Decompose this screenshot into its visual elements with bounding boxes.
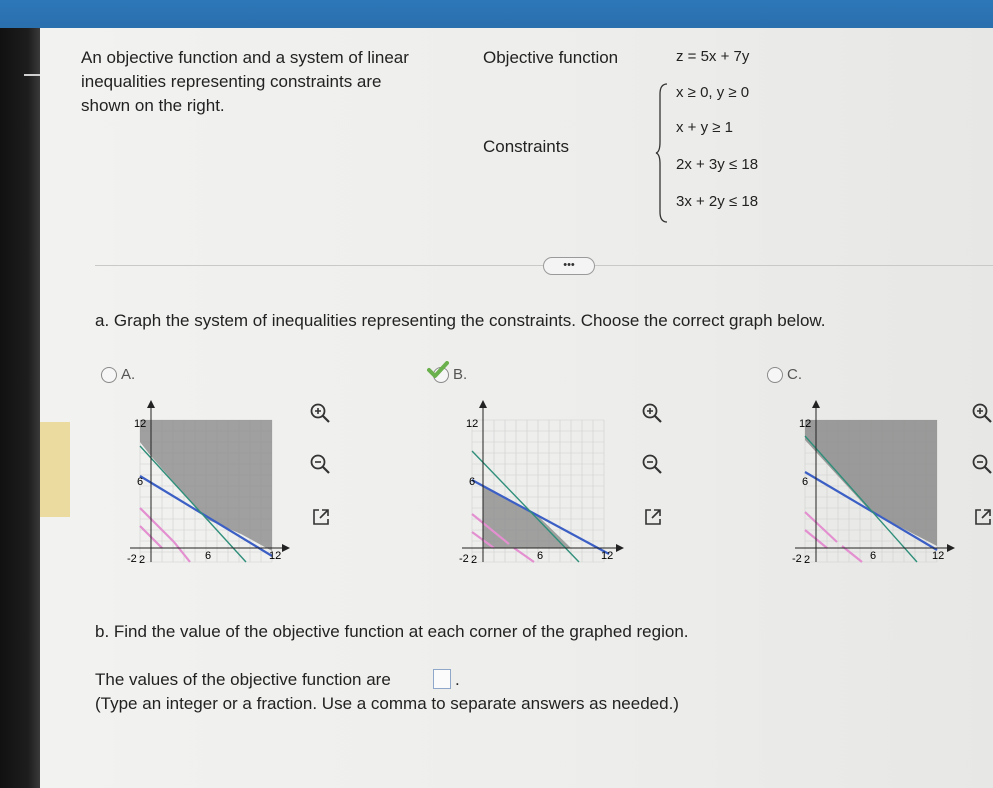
expand-icon[interactable] <box>643 507 663 527</box>
constraints-label: Constraints <box>483 137 569 156</box>
option-b-label[interactable]: B. <box>453 366 468 383</box>
graph-option-a[interactable] <box>122 396 290 572</box>
zoom-in-icon[interactable] <box>641 402 663 424</box>
answer-suffix: . <box>455 670 460 689</box>
graph-c-zero: 2 <box>804 554 811 566</box>
answer-input[interactable] <box>433 669 451 689</box>
graph-b-x12: 12 <box>601 550 614 562</box>
graph-b-zero: 2 <box>471 554 478 566</box>
check-icon <box>427 361 449 379</box>
expand-icon[interactable] <box>311 507 331 527</box>
constraint-3: 2x + 3y ≤ 18 <box>676 156 759 173</box>
option-a-label[interactable]: A. <box>121 366 136 383</box>
expand-icon[interactable] <box>973 507 993 527</box>
constraint-4: 3x + 2y ≤ 18 <box>676 193 759 210</box>
intro-line-2: inequalities representing constraints are <box>81 72 382 91</box>
graph-c-x12: 12 <box>932 550 945 562</box>
graph-b-neg2: -2 <box>459 553 469 565</box>
more-button[interactable]: ••• <box>543 257 595 275</box>
left-screen-edge <box>0 28 40 788</box>
graph-a-zero: 2 <box>139 554 146 566</box>
graph-b-y12: 12 <box>466 418 479 430</box>
left-yellow-tab <box>40 422 70 517</box>
part-b-prompt: b. Find the value of the objective function at each corner of the graphed region. <box>95 622 689 641</box>
graph-a-y6: 6 <box>137 476 144 488</box>
graph-option-c[interactable] <box>787 396 957 572</box>
option-c-radio[interactable] <box>767 367 783 383</box>
graph-a-y12: 12 <box>134 418 147 430</box>
zoom-in-icon[interactable] <box>971 402 993 424</box>
answer-prefix: The values of the objective function are <box>95 670 391 689</box>
zoom-in-icon[interactable] <box>309 402 331 424</box>
option-c-label[interactable]: C. <box>787 366 802 383</box>
graph-a-x12: 12 <box>269 550 282 562</box>
graph-a-neg2: -2 <box>127 553 137 565</box>
graph-b-y6: 6 <box>469 476 476 488</box>
graph-c-x6: 6 <box>870 550 877 562</box>
graph-c-y12: 12 <box>799 418 812 430</box>
zoom-out-icon[interactable] <box>309 453 331 475</box>
graph-b-x6: 6 <box>537 550 544 562</box>
constraint-1: x ≥ 0, y ≥ 0 <box>676 84 750 101</box>
intro-line-1: An objective function and a system of linear <box>81 48 409 67</box>
zoom-out-icon[interactable] <box>641 453 663 475</box>
graph-c-neg2: -2 <box>792 553 802 565</box>
option-a-radio[interactable] <box>101 367 117 383</box>
graph-a-x6: 6 <box>205 550 212 562</box>
top-bar <box>0 0 993 28</box>
constraint-2: x + y ≥ 1 <box>676 119 734 136</box>
answer-hint: (Type an integer or a fraction. Use a comma to separate answers as needed.) <box>95 694 679 713</box>
objective-label: Objective function <box>483 48 619 67</box>
graph-option-b[interactable] <box>454 396 626 572</box>
objective-expression: z = 5x + 7y <box>676 48 750 65</box>
constraints-brace <box>655 82 669 224</box>
part-a-prompt: a. Graph the system of inequalities representing the constraints. Choose the correct graph below. <box>95 311 826 330</box>
zoom-out-icon[interactable] <box>971 453 993 475</box>
intro-line-3: shown on the right. <box>81 96 225 115</box>
graph-c-y6: 6 <box>802 476 809 488</box>
left-edge-mark <box>24 74 40 76</box>
